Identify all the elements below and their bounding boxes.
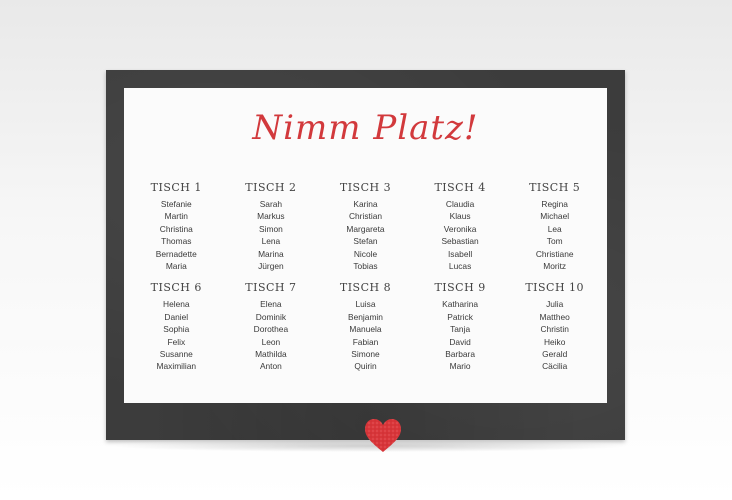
guest-name: Luisa [355,299,376,310]
table-heading: TISCH 3 [339,181,392,194]
guest-name: Manuela [349,324,382,335]
guest-name: Patrick [447,311,473,322]
table-heading: TISCH 8 [339,281,392,295]
table-1 [129,180,224,272]
guest-name: Simone [351,348,380,359]
table-9 [413,280,508,372]
table-heading: TISCH 1 [150,181,202,194]
table-heading: TISCH 4 [434,181,486,194]
guest-name: Helena [163,299,190,310]
table-10 [507,280,602,372]
heart-icon [364,418,402,454]
guest-name: Mario [449,361,471,372]
guest-name: Mathilda [255,348,287,359]
tables-grid [129,180,602,373]
guest-name: Marina [258,248,284,259]
guest-name: Sarah [259,199,283,209]
guest-name: Susanne [159,348,193,359]
guest-name: Benjamin [348,311,383,322]
table-5 [507,180,602,272]
guest-name: Tanja [450,324,471,335]
guest-name: Fabian [352,336,379,347]
guest-name: Cäcilia [542,361,568,372]
table-heading: TISCH 10 [525,281,585,295]
guest-name: Simon [259,223,283,234]
guest-name: Jürgen [258,260,284,271]
guest-name: Mattheo [539,311,570,322]
guest-name: Quirin [354,361,377,372]
guest-name: Christiane [535,248,574,259]
guest-name: Julia [546,299,564,310]
guest-name: Maximilian [156,361,197,372]
table-6 [129,280,224,372]
guest-name: Christian [348,211,383,222]
table-heading: TISCH 5 [529,181,581,194]
guest-name: Sophia [163,324,190,335]
table-7 [224,280,319,372]
table-heading: TISCH 9 [434,281,486,295]
guest-name: Bernadette [155,248,197,259]
guest-name: Claudia [445,199,475,209]
guest-name: Anton [259,361,282,372]
guest-name: Lena [261,236,281,247]
guest-name: Lucas [448,260,472,271]
guest-name: Stefan [353,236,378,247]
guest-name: Sebastian [441,236,479,247]
guest-name: Michael [540,211,570,222]
table-2 [224,180,319,272]
table-3 [318,180,413,272]
guest-name: Regina [541,199,568,209]
table-4 [413,180,508,272]
page-title: Nimm Platz! [252,108,479,148]
guest-name: Moritz [543,260,567,271]
guest-name: David [449,336,471,347]
guest-name: Barbara [445,348,475,359]
guest-name: Tom [546,236,563,247]
guest-name: Veronika [443,223,477,234]
seating-plan-card [124,88,607,403]
guest-name: Margareta [346,223,385,234]
guest-name: Daniel [164,311,189,322]
table-8 [318,280,413,372]
table-heading: TISCH 2 [245,181,297,194]
guest-name: Tobias [353,260,378,271]
guest-name: Heiko [543,336,566,347]
guest-name: Dorothea [253,324,289,335]
guest-name: Felix [167,336,186,347]
guest-name: Lea [547,223,562,234]
guest-name: Thomas [161,236,192,247]
guest-name: Isabell [447,248,473,259]
guest-name: Elena [260,299,282,310]
guest-name: Leon [261,336,281,347]
guest-name: Markus [257,211,285,222]
guest-name: Karina [353,199,378,209]
guest-name: Katharina [442,299,479,310]
guest-name: Gerald [542,348,568,359]
guest-name: Maria [165,260,187,271]
guest-name: Klaus [449,211,471,222]
guest-name: Stefanie [160,199,192,209]
table-heading: TISCH 6 [150,281,202,295]
guest-name: Martin [164,211,188,222]
guest-name: Christin [540,324,569,335]
seating-plan-board [106,70,625,440]
guest-name: Nicole [353,248,378,259]
guest-name: Christina [159,223,193,234]
table-heading: TISCH 7 [245,281,297,295]
guest-name: Dominik [255,311,287,322]
